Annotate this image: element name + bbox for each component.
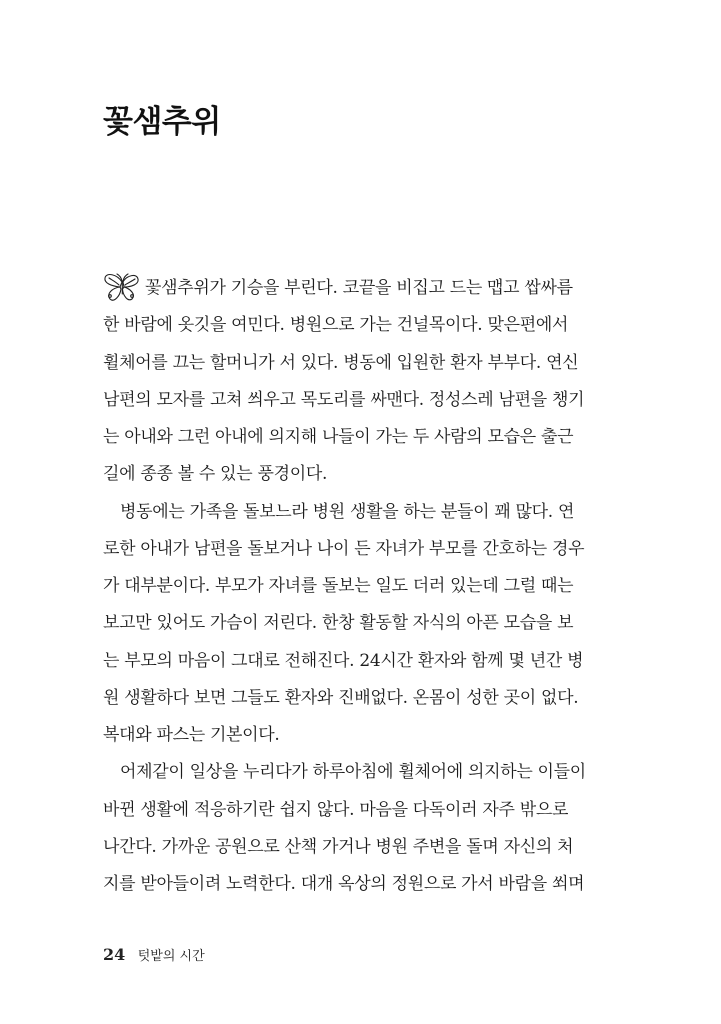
text-line: 보고만 있어도 가슴이 저린다. 한창 활동할 자식의 아픈 모습을 보 — [103, 613, 574, 634]
text-line: 한 바람에 옷깃을 여민다. 병원으로 가는 건널목이다. 맞은편에서 — [103, 315, 569, 336]
page-footer — [103, 945, 205, 964]
text-line: 가 대부분이다. 부모가 자녀를 돌보는 일도 더러 있는데 그럴 때는 — [103, 576, 574, 596]
text-line: 나간다. 가까운 공원으로 산책 가거나 병원 주변을 돌며 자신의 처 — [103, 836, 574, 857]
butterfly-icon — [103, 272, 141, 304]
text-line: 길에 종종 볼 수 있는 풍경이다. — [103, 464, 328, 485]
body-text — [103, 270, 598, 903]
text-line: 지를 받아들이려 노력한다. 대개 옥상의 정원으로 가서 바람을 쐬며 — [103, 874, 585, 894]
page-number: 24 — [103, 945, 126, 964]
text-line: 원 생활하다 보면 그들도 환자와 진배없다. 온몸이 성한 곳이 없다. — [103, 687, 579, 708]
text-line — [103, 270, 598, 307]
text-line-content: 꽃샘추위가 기승을 부린다. 코끝을 비집고 드는 맵고 쌉싸름 — [145, 278, 573, 298]
text-line: 어제같이 일상을 누리다가 하루아침에 휠체어에 의지하는 이들이 — [120, 762, 586, 783]
text-line: 병동에는 가족을 돌보느라 병원 생활을 하는 분들이 꽤 많다. 연 — [120, 501, 575, 522]
text-line: 는 아내와 그런 아내에 의지해 나들이 가는 두 사람의 모습은 출근 — [103, 427, 574, 447]
text-line: 복대와 파스는 기본이다. — [103, 725, 280, 745]
text-line: 남편의 모자를 고쳐 씌우고 목도리를 싸맨다. 정성스레 남편을 챙기 — [103, 389, 585, 410]
text-line: 휠체어를 끄는 할머니가 서 있다. 병동에 입원한 환자 부부다. 연신 — [103, 352, 579, 373]
chapter-title: 꽃샘추위 — [103, 104, 221, 140]
text-line: 로한 아내가 남편을 돌보거나 나이 든 자녀가 부모를 간호하는 경우 — [103, 538, 585, 559]
text-line: 바뀐 생활에 적응하기란 쉽지 않다. 마음을 다독이러 자주 밖으로 — [103, 799, 569, 820]
book-title: 텃밭의 시간 — [137, 949, 205, 964]
text-line: 는 부모의 마음이 그대로 전해진다. 24시간 환자와 함께 몇 년간 병 — [103, 650, 584, 671]
